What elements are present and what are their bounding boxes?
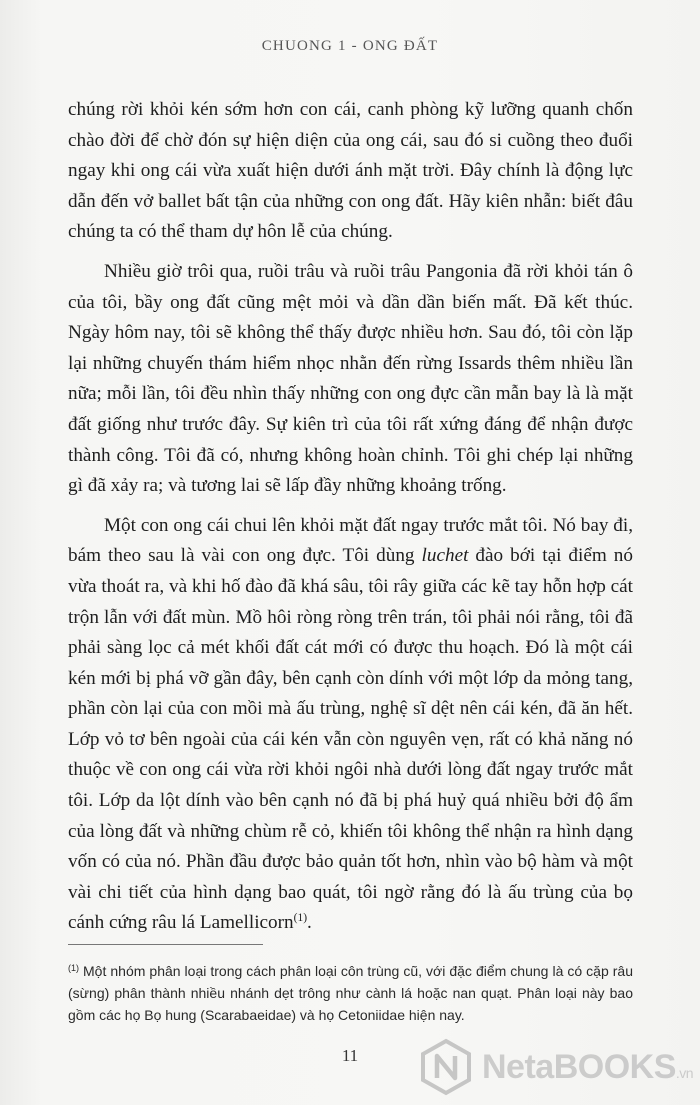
body-text xyxy=(68,95,633,939)
paragraph-3-text-start: Một con ong cái chui lên khỏi mặt đất ngay trước mắt tôi. Nó bay đi, bám theo sau là vài con ong đực. Tôi dùng xyxy=(68,514,633,567)
italic-term-luchet: luchet xyxy=(421,545,469,567)
watermark xyxy=(420,1032,700,1102)
paragraph-3-end: . xyxy=(307,912,312,934)
paragraph-1: chúng rời khỏi kén sớm hơn con cái, canh phòng kỹ lưỡng quanh chốn chào đời để chờ đón sự hiện diện của ong cái, sau đó si cuồng theo đuổi ngay khi ong cái vừa xuất hiện dưới ánh mặt trời. Đây chính là động lực dẫn đến vở ballet bất tận của những con ong đất. Hãy kiên nhẫn: biết đâu chúng ta có thể tham dự hôn lễ của chúng. xyxy=(68,99,633,243)
netabooks-logo-icon xyxy=(420,1038,472,1096)
paragraph-3 xyxy=(68,511,633,939)
running-head: CHUONG 1 - ONG ĐẤT xyxy=(261,38,439,54)
page-number: 11 xyxy=(341,1046,359,1065)
paragraph-3-text-rest: đào bới tại điểm nó vừa thoát ra, và khi hố đào đã khá sâu, tôi rây giữa các kẽ tay hỗn hợp cát trộn lẫn với đất mùn. Mồ hôi ròng ròng trên trán, tôi phải nói rằng, tôi đã phải sàng lọc cả mét khối đất cát mới có được thu hoạch. Đó là một cái kén mới bị phá vỡ gần đây, bên cạnh còn dính với một lớp da mỏng tang, phần còn lại của con mồi mà ấu trùng, nghệ sĩ dệt nên cái kén, đã ăn hết. Lớp vỏ tơ bên ngoài của cái kén vẫn còn nguyên vẹn, rất có khả năng nó thuộc về con ong cái vừa rời khỏi ngôi nhà dưới lòng đất ngay trước mắt tôi. Lớp da lột dính vào bên cạnh nó đã bị phá huỷ quá nhiều bởi độ ẩm của lòng đất và những chùm rễ cỏ, khiến tôi không thể nhận ra hình dạng vốn có của nó. Phần đầu được bảo quản tốt hơn, nhìn vào bộ hàm và một vài chi tiết của hình dạng bao quát, tôi ngờ rằng đó là ấu trùng của bọ cánh cứng râu lá Lamellicorn xyxy=(68,545,633,934)
footnote-reference[interactable]: (1) xyxy=(293,912,308,925)
watermark-domain-suffix: .vn xyxy=(675,1064,694,1081)
footnote-divider xyxy=(68,944,263,945)
footnote-text: Một nhóm phân loại trong cách phân loại côn trùng cũ, với đặc điểm chung là có cặp râu (sừng) phân thành nhiều nhánh dẹt trông như cành lá hoặc nan quạt. Phân loại này bao gồm các họ Bọ hung (Scarabaeidae) và họ Cetoniidae hiện nay. xyxy=(68,963,633,1023)
footnote-marker: (1) xyxy=(68,963,79,973)
paragraph-2: Nhiều giờ trôi qua, ruồi trâu và ruồi trâu Pangonia đã rời khỏi tán ô của tôi, bầy ong đất cũng mệt mỏi và dần dần biến mất. Đã kết thúc. Ngày hôm nay, tôi sẽ không thể thấy được nhiều hơn. Sau đó, tôi còn lặp lại những chuyến thám hiểm nhọc nhằn đến rừng Issards thêm nhiều lần nữa; mỗi lần, tôi đều nhìn thấy những con ong đực cần mẫn bay là là mặt đất giống như trước đây. Sự kiên trì của tôi rất xứng đáng để nhận được thành công. Tôi đã có, nhưng không hoàn chỉnh. Tôi ghi chép lại những gì đã xảy ra; và tương lai sẽ lấp đầy những khoảng trống. xyxy=(68,260,633,497)
footnote xyxy=(68,960,633,1026)
watermark-brand xyxy=(482,1048,693,1087)
watermark-brand-name: NetaBOOKS xyxy=(482,1047,676,1086)
